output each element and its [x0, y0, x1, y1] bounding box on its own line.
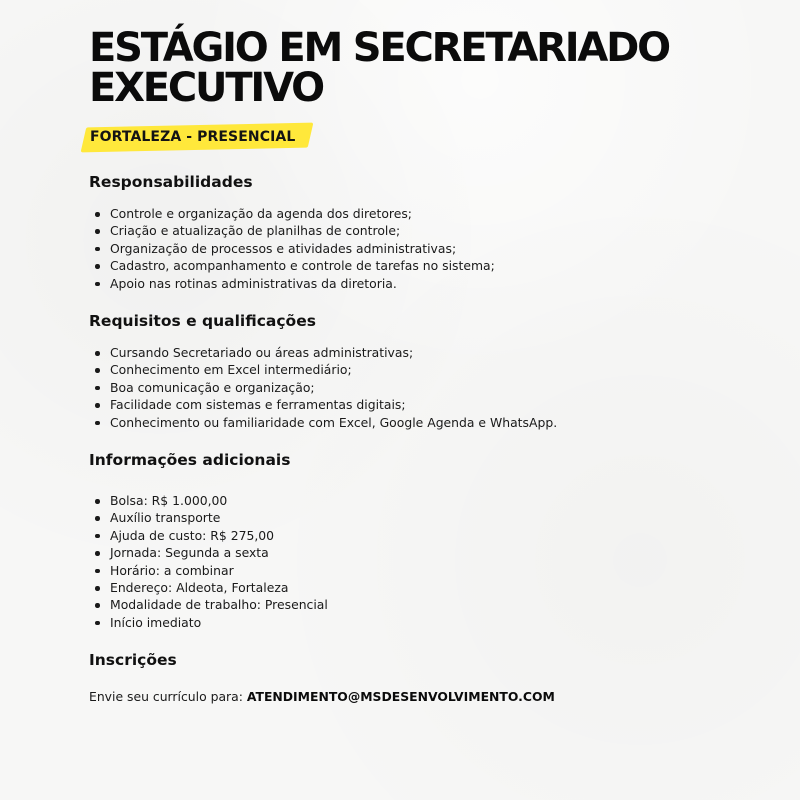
- bullet-icon: [95, 264, 100, 269]
- list-item: Endereço: Aldeota, Fortaleza: [92, 579, 328, 596]
- bullet-icon: [95, 403, 100, 408]
- application-email: ATENDIMENTO@MSDESENVOLVIMENTO.COM: [246, 689, 555, 704]
- bullet-icon: [95, 569, 100, 574]
- list-item: Auxílio transporte: [92, 509, 328, 526]
- page-title: [89, 25, 769, 111]
- list-item: Conhecimento ou familiaridade com Excel, Google Agenda e WhatsApp.: [92, 414, 557, 431]
- list-item: Jornada: Segunda a sexta: [92, 544, 328, 561]
- applications-text: Envie seu currículo para:: [89, 689, 247, 704]
- title-line-2: EXECUTIVO: [89, 65, 323, 111]
- bullet-icon: [95, 212, 100, 217]
- bullet-icon: [95, 247, 100, 252]
- list-item: Facilidade com sistemas e ferramentas digitais;: [92, 396, 557, 413]
- list-item: Cadastro, acompanhamento e controle de tarefas no sistema;: [92, 257, 495, 274]
- list-item: Criação e atualização de planilhas de controle;: [92, 222, 495, 239]
- list-item: Modalidade de trabalho: Presencial: [92, 596, 328, 613]
- bullet-icon: [95, 603, 100, 608]
- bullet-icon: [95, 282, 100, 287]
- bullet-icon: [95, 351, 100, 356]
- applications-instructions: [89, 688, 555, 706]
- list-item: Controle e organização da agenda dos diretores;: [92, 205, 495, 222]
- list-item: Apoio nas rotinas administrativas da diretoria.: [92, 275, 495, 292]
- bullet-icon: [95, 586, 100, 591]
- list-item: Boa comunicação e organização;: [92, 379, 557, 396]
- bullet-icon: [95, 499, 100, 504]
- bullet-icon: [95, 534, 100, 539]
- requirements-list: [92, 344, 557, 431]
- bullet-icon: [95, 621, 100, 626]
- list-item: Conhecimento em Excel intermediário;: [92, 361, 557, 378]
- bullet-icon: [95, 551, 100, 556]
- list-item: Início imediato: [92, 614, 328, 631]
- bullet-icon: [95, 386, 100, 391]
- bullet-icon: [95, 516, 100, 521]
- additional-info-list: [92, 492, 328, 631]
- responsibilities-list: [92, 205, 495, 292]
- bullet-icon: [95, 368, 100, 373]
- bullet-icon: [95, 421, 100, 426]
- additional-info-heading: Informações adicionais: [89, 451, 291, 469]
- list-item: Horário: a combinar: [92, 562, 328, 579]
- location-tag: [84, 124, 295, 151]
- requirements-heading: Requisitos e qualificações: [89, 312, 316, 330]
- title-line-1: ESTÁGIO EM SECRETARIADO: [89, 25, 669, 71]
- location-tag-label: FORTALEZA - PRESENCIAL: [90, 129, 296, 145]
- list-item: Organização de processos e atividades administrativas;: [92, 240, 495, 257]
- bullet-icon: [95, 229, 100, 234]
- list-item: Bolsa: R$ 1.000,00: [92, 492, 328, 509]
- applications-heading: Inscrições: [89, 651, 177, 669]
- list-item: Ajuda de custo: R$ 275,00: [92, 527, 328, 544]
- responsibilities-heading: Responsabilidades: [89, 173, 253, 191]
- list-item: Cursando Secretariado ou áreas administrativas;: [92, 344, 557, 361]
